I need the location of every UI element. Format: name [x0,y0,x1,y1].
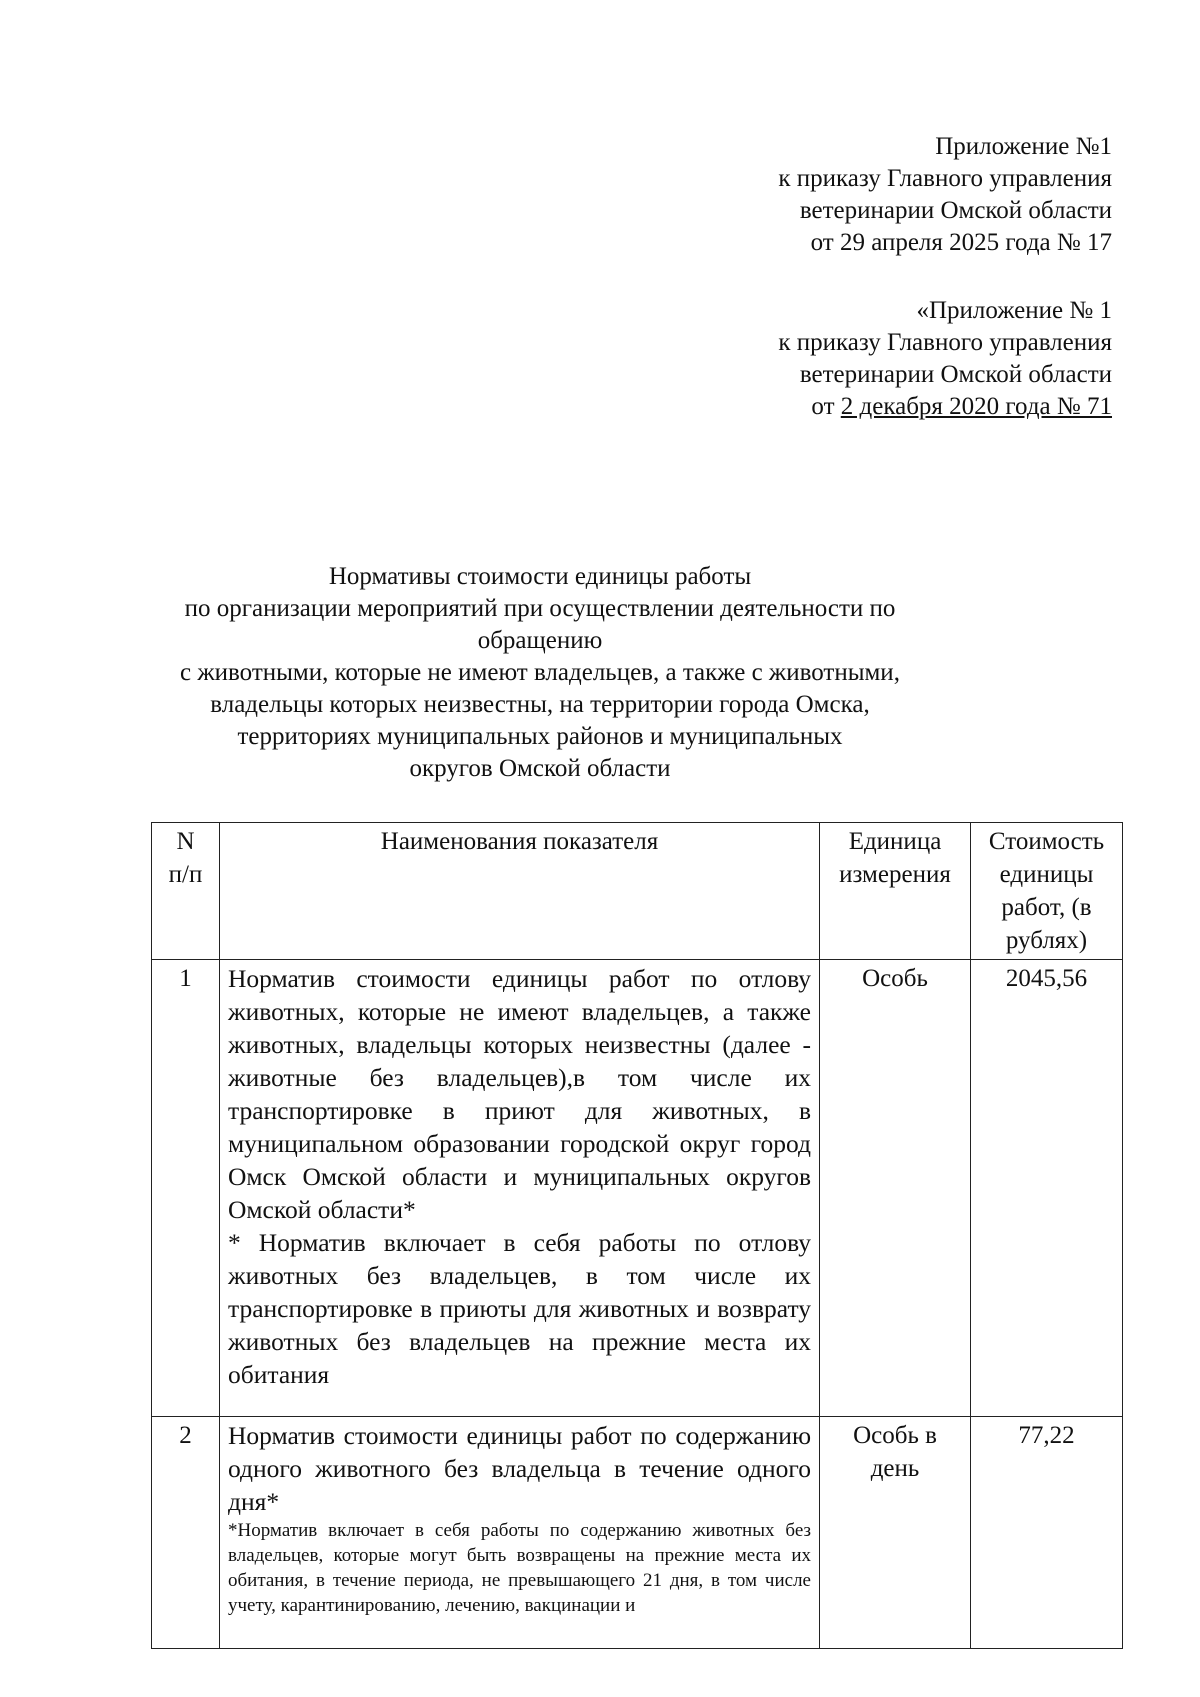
header-unit: Единица измерения [820,823,971,960]
row-unit: Особь в день [820,1417,971,1649]
norms-table [151,822,1123,1649]
row-name-content [228,1419,811,1643]
row-name-note: *Норматив включает в себя работы по содержанию животных без владельцев, которые могут быть возвращены на прежние места их обитания, в течение периода, не превышающего 21 дня, в том числе учету, карантинированию, лечению, вакцинации и [228,1520,811,1616]
row-unit: Особь [820,960,971,1417]
header-name: Наименования показателя [220,823,820,960]
header-num-line1: N [176,828,195,855]
appendix-line: к приказу Главного управления [778,165,1112,192]
header-cost: Стоимость единицы работ, (в рублях) [971,823,1123,960]
appendix-line: к приказу Главного управления [778,329,1112,356]
row-name [220,1417,820,1649]
row-name-main: Норматив стоимости единицы работ по содержанию одного животного без владельца в течение одного дня* [228,1421,811,1516]
title-line: территориях муниципальных районов и муниципальных [237,723,843,750]
row-name-note: * Норматив включает в себя работы по отлову животных без владельцев, в том числе их транспортировке в приюты для животных и возврату животных без владельцев на прежние места их обитания [228,1228,811,1389]
title-line: Нормативы стоимости единицы работы [328,563,752,590]
row-cost: 2045,56 [971,960,1123,1417]
title-line: с животными, которые не имеют владельцев, а также с животными, [180,659,900,686]
document-title [130,561,950,785]
appendix-line: Приложение №1 [935,133,1112,160]
appendix-line: «Приложение № 1 [916,297,1112,324]
row-name [220,960,820,1417]
appendix-date-underlined: 2 декабря 2020 года № 71 [840,393,1112,420]
table-header-row [152,823,1123,960]
header-num [152,823,220,960]
appendix-date-prefix: от [811,393,841,420]
header-num-line2: п/п [168,861,203,888]
appendix-line: ветеринарии Омской области [799,197,1112,224]
appendix-line: ветеринарии Омской области [799,361,1112,388]
title-line: по организации мероприятий при осуществлении деятельности по [184,595,896,622]
row-name-main: Норматив стоимости единицы работ по отлову животных, которые не имеют владельцев, а также животных, владельцы которых неизвестны (далее - животные без владельцев),в том числе их транспортировке в приют для животных, в муниципальном образовании городской округ город Омск Омской области и муниципальных округов Омской области* [228,964,811,1224]
title-line: округов Омской области [409,755,671,782]
table-row [152,1417,1123,1649]
appendix-line [512,391,1112,423]
row-cost: 77,22 [971,1417,1123,1649]
appendix-header-original [512,295,1112,423]
title-line: владельцы которых неизвестны, на территории города Омска, [210,691,870,718]
row-num: 1 [152,960,220,1417]
title-line: обращению [477,627,603,654]
appendix-header-current [512,131,1112,259]
table-row [152,960,1123,1417]
row-num: 2 [152,1417,220,1649]
appendix-line: от 29 апреля 2025 года № 17 [810,229,1112,256]
